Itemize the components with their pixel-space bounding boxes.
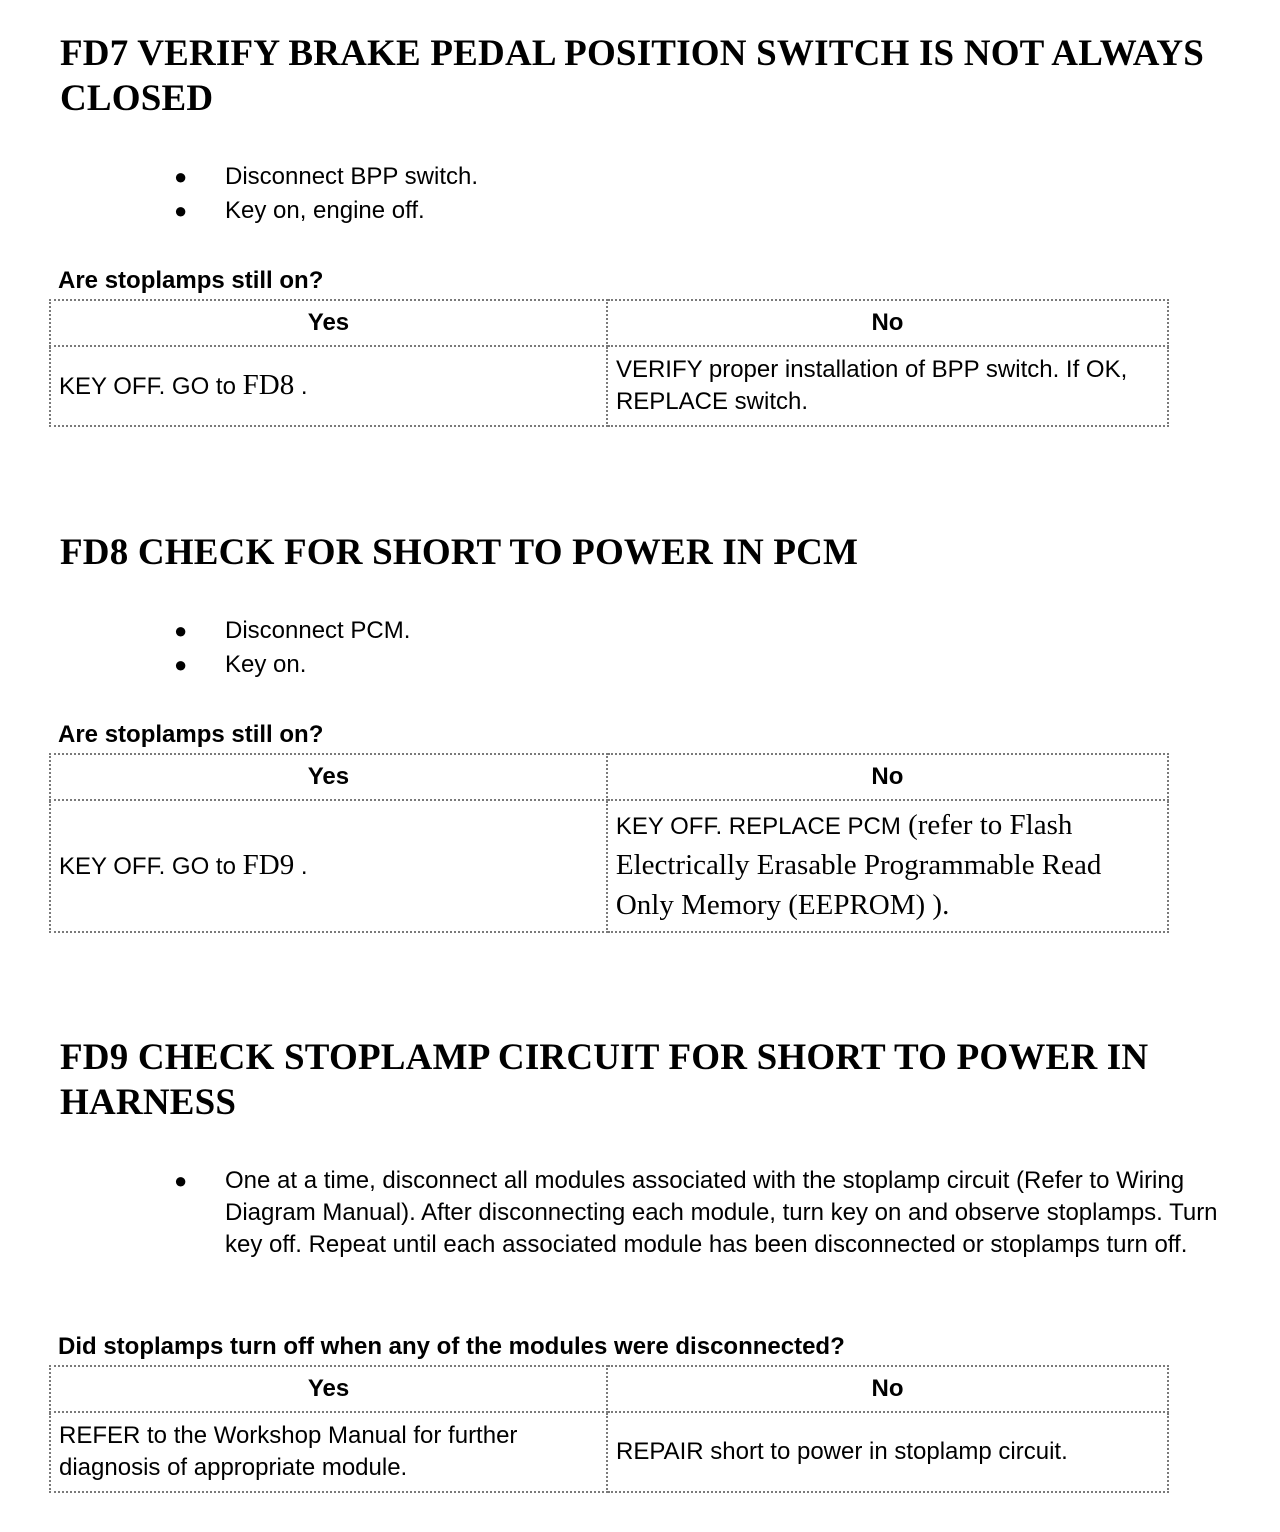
table-header-row — [50, 300, 1168, 346]
goto-link-fd9[interactable]: FD9 — [242, 849, 295, 881]
yes-action: KEY OFF. GO to — [59, 853, 236, 880]
section-heading: FD7 VERIFY BRAKE PEDAL POSITION SWITCH IS NOT ALWAYS CLOSED — [60, 33, 1205, 119]
step-text: One at a time, disconnect all modules associated with the stoplamp circuit (Refer to Wiring Diagram Manual). After disconnecting each module, turn key on and observe stoplamps. Turn key off. Repeat until each associated module has been disconnected or stoplamps turn off. — [225, 1167, 1218, 1258]
step-text: Key on. — [225, 651, 307, 678]
table-row — [50, 1412, 1168, 1492]
yes-cell — [50, 346, 607, 426]
bullet-icon: ● — [174, 652, 188, 677]
bullet-icon: ● — [174, 164, 188, 189]
step-item — [0, 1165, 1255, 1261]
question-text: Are stoplamps still on? — [58, 721, 324, 748]
table-header-row — [50, 1366, 1168, 1412]
yes-action: KEY OFF. GO to — [59, 373, 236, 400]
no-action: KEY OFF. REPLACE PCM — [615, 813, 901, 840]
table-row — [50, 346, 1168, 426]
no-header: No — [607, 754, 1168, 800]
step-text: Key on, engine off. — [225, 197, 425, 224]
yes-cell — [50, 1412, 607, 1492]
step-item — [0, 615, 1255, 647]
step-text: Disconnect BPP switch. — [225, 163, 478, 190]
table-header-row — [50, 754, 1168, 800]
yes-no-table — [49, 299, 1169, 427]
step-item — [0, 649, 1255, 681]
yes-cell — [50, 800, 607, 932]
step-list — [0, 161, 1255, 227]
section-heading: FD9 CHECK STOPLAMP CIRCUIT FOR SHORT TO POWER IN HARNESS — [60, 1037, 1149, 1123]
no-cell — [607, 346, 1168, 426]
yes-header: Yes — [50, 1366, 607, 1412]
question-text: Are stoplamps still on? — [58, 267, 324, 294]
yes-action: REFER to the Workshop Manual for further diagnosis of appropriate module. — [59, 1422, 518, 1481]
step-text: Disconnect PCM. — [225, 617, 411, 644]
bullet-icon: ● — [174, 1168, 188, 1193]
no-header: No — [607, 1366, 1168, 1412]
bullet-icon: ● — [174, 198, 188, 223]
question-text: Did stoplamps turn off when any of the modules were disconnected? — [58, 1333, 845, 1360]
no-cell — [607, 1412, 1168, 1492]
yes-header: Yes — [50, 754, 607, 800]
section-heading: FD8 CHECK FOR SHORT TO POWER IN PCM — [60, 532, 859, 573]
yes-no-table — [49, 1365, 1169, 1493]
bullet-icon: ● — [174, 618, 188, 643]
yes-suffix: . — [294, 853, 308, 880]
table-row — [50, 800, 1168, 932]
step-item — [0, 161, 1255, 193]
no-cell — [607, 800, 1168, 932]
step-list — [0, 1165, 1255, 1261]
yes-no-table — [49, 753, 1169, 933]
no-header: No — [607, 300, 1168, 346]
no-action: VERIFY proper installation of BPP switch. If OK, REPLACE switch. — [615, 356, 1128, 415]
eeprom-reference-link[interactable]: (refer to Flash Electrically Erasable Programmable Read Only Memory (EEPROM) ). — [615, 809, 1102, 921]
no-action: REPAIR short to power in stoplamp circuit. — [616, 1438, 1068, 1465]
yes-suffix: . — [294, 373, 308, 400]
step-list — [0, 615, 1255, 681]
yes-header: Yes — [50, 300, 607, 346]
step-item — [0, 195, 1255, 227]
goto-link-fd8[interactable]: FD8 — [242, 369, 295, 401]
